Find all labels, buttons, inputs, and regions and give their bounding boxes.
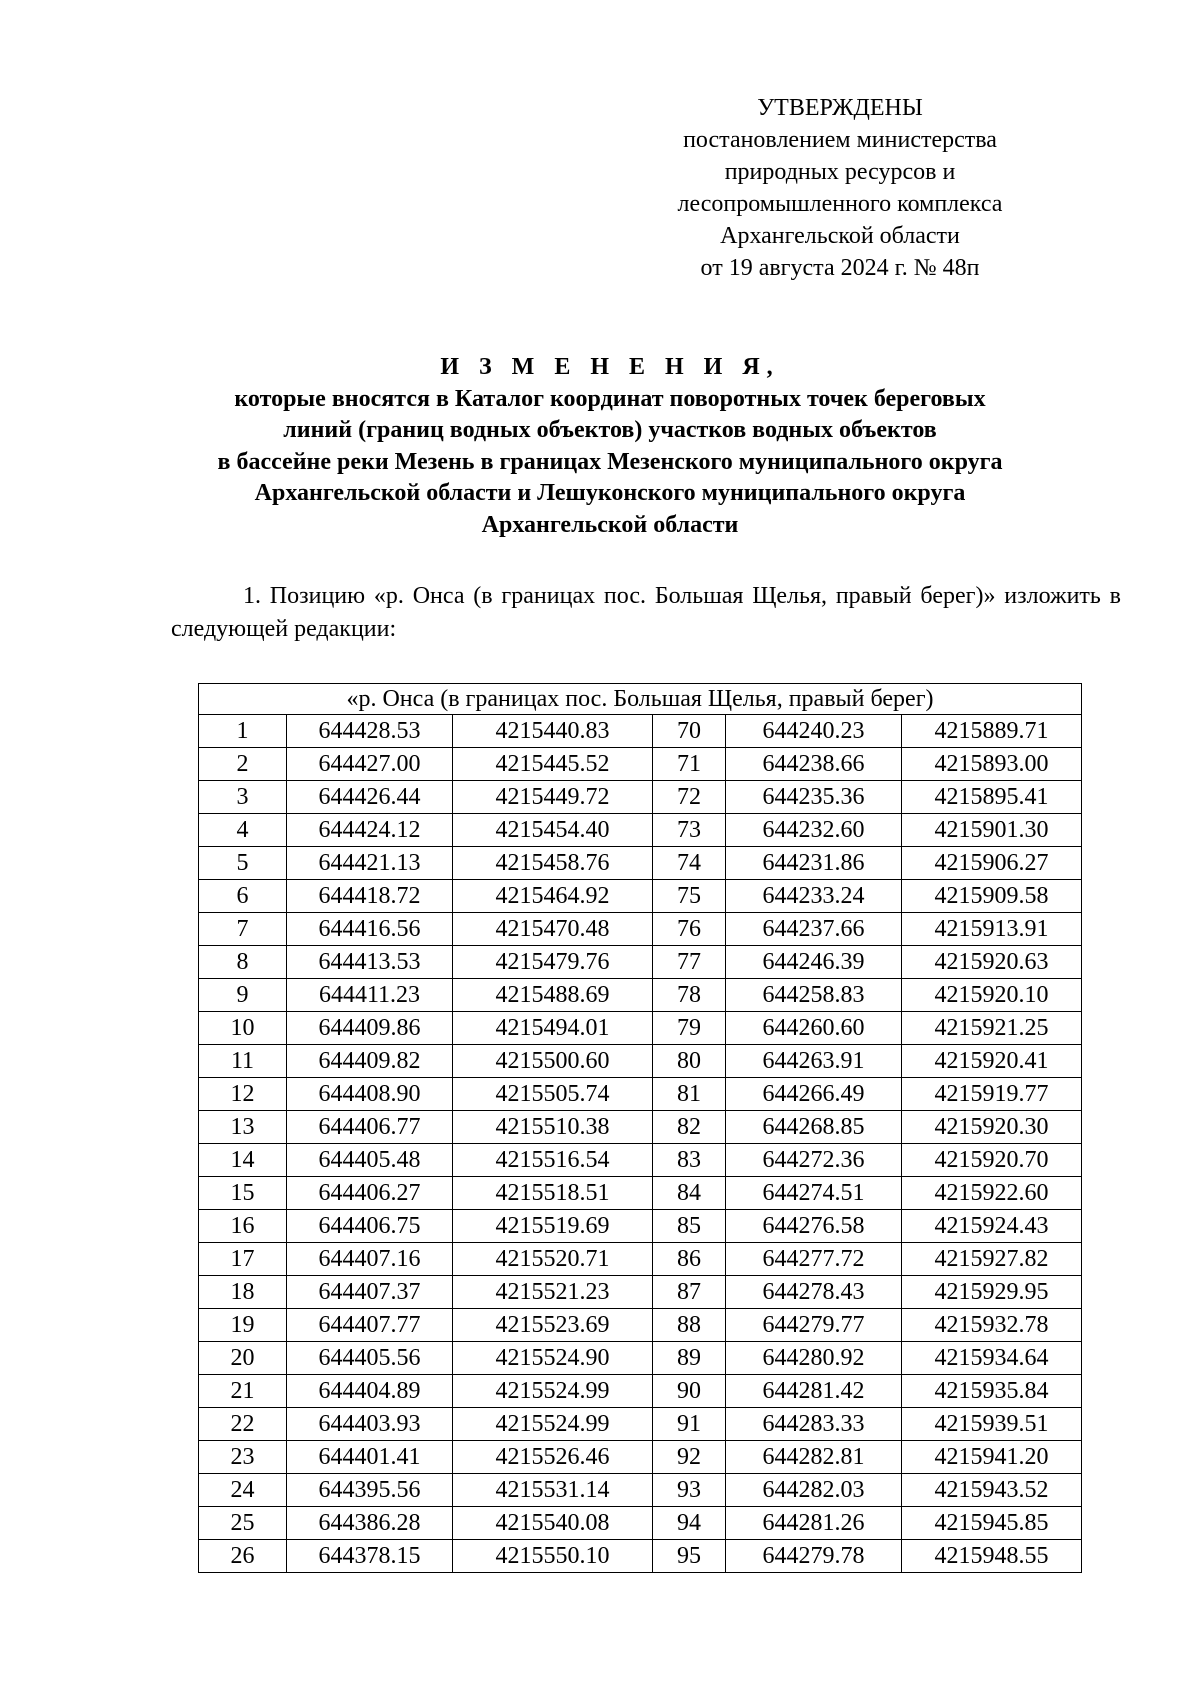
- x-coordinate-cell: 644411.23: [287, 979, 453, 1012]
- x-coordinate-cell: 644272.36: [726, 1144, 902, 1177]
- x-coordinate-cell: 644282.81: [726, 1441, 902, 1474]
- y-coordinate-cell: 4215924.43: [902, 1210, 1082, 1243]
- x-coordinate-cell: 644406.75: [287, 1210, 453, 1243]
- y-coordinate-cell: 4215445.52: [453, 748, 653, 781]
- point-number-cell: 83: [653, 1144, 726, 1177]
- x-coordinate-cell: 644413.53: [287, 946, 453, 979]
- table-row: [199, 880, 1082, 913]
- y-coordinate-cell: 4215500.60: [453, 1045, 653, 1078]
- y-coordinate-cell: 4215921.25: [902, 1012, 1082, 1045]
- point-number-cell: 84: [653, 1177, 726, 1210]
- paragraph-text: 1. Позицию «р. Онса (в границах пос. Большая Щелья, правый берег)» изложить в следующей редакции:: [171, 583, 1121, 642]
- document-heading: [130, 352, 1090, 541]
- coordinates-table: [198, 683, 1082, 1573]
- table-row: [199, 1507, 1082, 1540]
- x-coordinate-cell: 644276.58: [726, 1210, 902, 1243]
- x-coordinate-cell: 644404.89: [287, 1375, 453, 1408]
- x-coordinate-cell: 644408.90: [287, 1078, 453, 1111]
- y-coordinate-cell: 4215932.78: [902, 1309, 1082, 1342]
- y-coordinate-cell: 4215895.41: [902, 781, 1082, 814]
- x-coordinate-cell: 644281.42: [726, 1375, 902, 1408]
- x-coordinate-cell: 644395.56: [287, 1474, 453, 1507]
- point-number-cell: 90: [653, 1375, 726, 1408]
- x-coordinate-cell: 644282.03: [726, 1474, 902, 1507]
- point-number-cell: 95: [653, 1540, 726, 1573]
- y-coordinate-cell: 4215523.69: [453, 1309, 653, 1342]
- document-title: И З М Е Н Е Н И Я,: [440, 354, 780, 380]
- y-coordinate-cell: 4215458.76: [453, 847, 653, 880]
- table-row: [199, 1342, 1082, 1375]
- x-coordinate-cell: 644235.36: [726, 781, 902, 814]
- point-number-cell: 85: [653, 1210, 726, 1243]
- y-coordinate-cell: 4215454.40: [453, 814, 653, 847]
- y-coordinate-cell: 4215505.74: [453, 1078, 653, 1111]
- x-coordinate-cell: 644427.00: [287, 748, 453, 781]
- x-coordinate-cell: 644279.78: [726, 1540, 902, 1573]
- y-coordinate-cell: 4215920.63: [902, 946, 1082, 979]
- point-number-cell: 5: [199, 847, 287, 880]
- point-number-cell: 93: [653, 1474, 726, 1507]
- point-number-cell: 73: [653, 814, 726, 847]
- point-number-cell: 15: [199, 1177, 287, 1210]
- x-coordinate-cell: 644277.72: [726, 1243, 902, 1276]
- point-number-cell: 21: [199, 1375, 287, 1408]
- y-coordinate-cell: 4215943.52: [902, 1474, 1082, 1507]
- x-coordinate-cell: 644426.44: [287, 781, 453, 814]
- x-coordinate-cell: 644274.51: [726, 1177, 902, 1210]
- table-row: [199, 1045, 1082, 1078]
- x-coordinate-cell: 644401.41: [287, 1441, 453, 1474]
- table-row: [199, 1111, 1082, 1144]
- point-number-cell: 17: [199, 1243, 287, 1276]
- heading-line: которые вносятся в Каталог координат поворотных точек береговых: [234, 385, 986, 412]
- approval-line: от 19 августа 2024 г. № 48п: [700, 255, 980, 281]
- y-coordinate-cell: 4215919.77: [902, 1078, 1082, 1111]
- point-number-cell: 8: [199, 946, 287, 979]
- y-coordinate-cell: 4215934.64: [902, 1342, 1082, 1375]
- heading-line: Архангельской области и Лешуконского муниципального округа: [254, 480, 966, 506]
- y-coordinate-cell: 4215540.08: [453, 1507, 653, 1540]
- point-number-cell: 18: [199, 1276, 287, 1309]
- y-coordinate-cell: 4215920.10: [902, 979, 1082, 1012]
- table-row: [199, 814, 1082, 847]
- y-coordinate-cell: 4215920.41: [902, 1045, 1082, 1078]
- y-coordinate-cell: 4215520.71: [453, 1243, 653, 1276]
- y-coordinate-cell: 4215531.14: [453, 1474, 653, 1507]
- y-coordinate-cell: 4215948.55: [902, 1540, 1082, 1573]
- table-row: [199, 1078, 1082, 1111]
- x-coordinate-cell: 644240.23: [726, 715, 902, 748]
- y-coordinate-cell: 4215470.48: [453, 913, 653, 946]
- point-number-cell: 14: [199, 1144, 287, 1177]
- table-row: [199, 781, 1082, 814]
- y-coordinate-cell: 4215927.82: [902, 1243, 1082, 1276]
- y-coordinate-cell: 4215526.46: [453, 1441, 653, 1474]
- approval-line: природных ресурсов и: [724, 159, 956, 185]
- y-coordinate-cell: 4215901.30: [902, 814, 1082, 847]
- table-caption: «р. Онса (в границах пос. Большая Щелья, правый берег): [199, 684, 1082, 715]
- x-coordinate-cell: 644266.49: [726, 1078, 902, 1111]
- table-row: [199, 1210, 1082, 1243]
- x-coordinate-cell: 644279.77: [726, 1309, 902, 1342]
- y-coordinate-cell: 4215510.38: [453, 1111, 653, 1144]
- point-number-cell: 75: [653, 880, 726, 913]
- y-coordinate-cell: 4215440.83: [453, 715, 653, 748]
- table-row: [199, 1375, 1082, 1408]
- table-row: [199, 748, 1082, 781]
- table-row: [199, 1309, 1082, 1342]
- y-coordinate-cell: 4215939.51: [902, 1408, 1082, 1441]
- point-number-cell: 94: [653, 1507, 726, 1540]
- x-coordinate-cell: 644238.66: [726, 748, 902, 781]
- y-coordinate-cell: 4215524.99: [453, 1408, 653, 1441]
- point-number-cell: 9: [199, 979, 287, 1012]
- point-number-cell: 2: [199, 748, 287, 781]
- table-row: [199, 946, 1082, 979]
- x-coordinate-cell: 644237.66: [726, 913, 902, 946]
- table-row: [199, 715, 1082, 748]
- y-coordinate-cell: 4215488.69: [453, 979, 653, 1012]
- table-row: [199, 847, 1082, 880]
- x-coordinate-cell: 644407.77: [287, 1309, 453, 1342]
- point-number-cell: 87: [653, 1276, 726, 1309]
- heading-line: в бассейне реки Мезень в границах Мезенского муниципального округа: [217, 448, 1003, 475]
- point-number-cell: 1: [199, 715, 287, 748]
- point-number-cell: 11: [199, 1045, 287, 1078]
- x-coordinate-cell: 644416.56: [287, 913, 453, 946]
- table-row: [199, 1441, 1082, 1474]
- point-number-cell: 26: [199, 1540, 287, 1573]
- point-number-cell: 79: [653, 1012, 726, 1045]
- x-coordinate-cell: 644407.37: [287, 1276, 453, 1309]
- point-number-cell: 24: [199, 1474, 287, 1507]
- y-coordinate-cell: 4215518.51: [453, 1177, 653, 1210]
- point-number-cell: 3: [199, 781, 287, 814]
- x-coordinate-cell: 644233.24: [726, 880, 902, 913]
- x-coordinate-cell: 644424.12: [287, 814, 453, 847]
- point-number-cell: 77: [653, 946, 726, 979]
- x-coordinate-cell: 644409.86: [287, 1012, 453, 1045]
- point-number-cell: 25: [199, 1507, 287, 1540]
- point-number-cell: 74: [653, 847, 726, 880]
- table-row: [199, 979, 1082, 1012]
- table-row: [199, 1540, 1082, 1573]
- x-coordinate-cell: 644406.77: [287, 1111, 453, 1144]
- point-number-cell: 20: [199, 1342, 287, 1375]
- y-coordinate-cell: 4215494.01: [453, 1012, 653, 1045]
- y-coordinate-cell: 4215913.91: [902, 913, 1082, 946]
- point-number-cell: 78: [653, 979, 726, 1012]
- approval-line: УТВЕРЖДЕНЫ: [757, 95, 923, 121]
- point-number-cell: 92: [653, 1441, 726, 1474]
- point-number-cell: 19: [199, 1309, 287, 1342]
- y-coordinate-cell: 4215449.72: [453, 781, 653, 814]
- x-coordinate-cell: 644232.60: [726, 814, 902, 847]
- point-number-cell: 6: [199, 880, 287, 913]
- x-coordinate-cell: 644258.83: [726, 979, 902, 1012]
- x-coordinate-cell: 644428.53: [287, 715, 453, 748]
- x-coordinate-cell: 644263.91: [726, 1045, 902, 1078]
- point-number-cell: 88: [653, 1309, 726, 1342]
- heading-line: линий (границ водных объектов) участков водных объектов: [283, 417, 937, 443]
- y-coordinate-cell: 4215941.20: [902, 1441, 1082, 1474]
- y-coordinate-cell: 4215922.60: [902, 1177, 1082, 1210]
- x-coordinate-cell: 644407.16: [287, 1243, 453, 1276]
- point-number-cell: 82: [653, 1111, 726, 1144]
- point-number-cell: 16: [199, 1210, 287, 1243]
- y-coordinate-cell: 4215920.30: [902, 1111, 1082, 1144]
- table-row: [199, 913, 1082, 946]
- point-number-cell: 89: [653, 1342, 726, 1375]
- paragraph-item-1: [171, 580, 1121, 646]
- y-coordinate-cell: 4215935.84: [902, 1375, 1082, 1408]
- table-row: [199, 1276, 1082, 1309]
- y-coordinate-cell: 4215479.76: [453, 946, 653, 979]
- table-row: [199, 1408, 1082, 1441]
- x-coordinate-cell: 644268.85: [726, 1111, 902, 1144]
- x-coordinate-cell: 644405.48: [287, 1144, 453, 1177]
- point-number-cell: 91: [653, 1408, 726, 1441]
- approval-line: Архангельской области: [720, 223, 960, 249]
- y-coordinate-cell: 4215929.95: [902, 1276, 1082, 1309]
- x-coordinate-cell: 644260.60: [726, 1012, 902, 1045]
- x-coordinate-cell: 644403.93: [287, 1408, 453, 1441]
- x-coordinate-cell: 644378.15: [287, 1540, 453, 1573]
- y-coordinate-cell: 4215524.90: [453, 1342, 653, 1375]
- point-number-cell: 7: [199, 913, 287, 946]
- point-number-cell: 81: [653, 1078, 726, 1111]
- y-coordinate-cell: 4215909.58: [902, 880, 1082, 913]
- point-number-cell: 80: [653, 1045, 726, 1078]
- x-coordinate-cell: 644280.92: [726, 1342, 902, 1375]
- point-number-cell: 22: [199, 1408, 287, 1441]
- x-coordinate-cell: 644418.72: [287, 880, 453, 913]
- y-coordinate-cell: 4215524.99: [453, 1375, 653, 1408]
- x-coordinate-cell: 644278.43: [726, 1276, 902, 1309]
- x-coordinate-cell: 644421.13: [287, 847, 453, 880]
- y-coordinate-cell: 4215464.92: [453, 880, 653, 913]
- x-coordinate-cell: 644405.56: [287, 1342, 453, 1375]
- x-coordinate-cell: 644281.26: [726, 1507, 902, 1540]
- point-number-cell: 12: [199, 1078, 287, 1111]
- point-number-cell: 76: [653, 913, 726, 946]
- y-coordinate-cell: 4215550.10: [453, 1540, 653, 1573]
- x-coordinate-cell: 644406.27: [287, 1177, 453, 1210]
- approval-line: постановлением министерства: [683, 127, 997, 153]
- point-number-cell: 71: [653, 748, 726, 781]
- y-coordinate-cell: 4215920.70: [902, 1144, 1082, 1177]
- x-coordinate-cell: 644231.86: [726, 847, 902, 880]
- table-row: [199, 1177, 1082, 1210]
- point-number-cell: 72: [653, 781, 726, 814]
- table-row: [199, 1144, 1082, 1177]
- y-coordinate-cell: 4215945.85: [902, 1507, 1082, 1540]
- point-number-cell: 13: [199, 1111, 287, 1144]
- y-coordinate-cell: 4215521.23: [453, 1276, 653, 1309]
- table-row: [199, 1474, 1082, 1507]
- x-coordinate-cell: 644283.33: [726, 1408, 902, 1441]
- x-coordinate-cell: 644246.39: [726, 946, 902, 979]
- point-number-cell: 86: [653, 1243, 726, 1276]
- point-number-cell: 10: [199, 1012, 287, 1045]
- table-row: [199, 1243, 1082, 1276]
- x-coordinate-cell: 644386.28: [287, 1507, 453, 1540]
- table-caption-row: [199, 684, 1082, 715]
- approval-line: лесопромышленного комплекса: [677, 191, 1003, 217]
- point-number-cell: 23: [199, 1441, 287, 1474]
- y-coordinate-cell: 4215906.27: [902, 847, 1082, 880]
- y-coordinate-cell: 4215519.69: [453, 1210, 653, 1243]
- y-coordinate-cell: 4215889.71: [902, 715, 1082, 748]
- y-coordinate-cell: 4215893.00: [902, 748, 1082, 781]
- point-number-cell: 70: [653, 715, 726, 748]
- heading-line: Архангельской области: [481, 511, 739, 538]
- approval-block: [560, 92, 1120, 284]
- table-row: [199, 1012, 1082, 1045]
- point-number-cell: 4: [199, 814, 287, 847]
- x-coordinate-cell: 644409.82: [287, 1045, 453, 1078]
- y-coordinate-cell: 4215516.54: [453, 1144, 653, 1177]
